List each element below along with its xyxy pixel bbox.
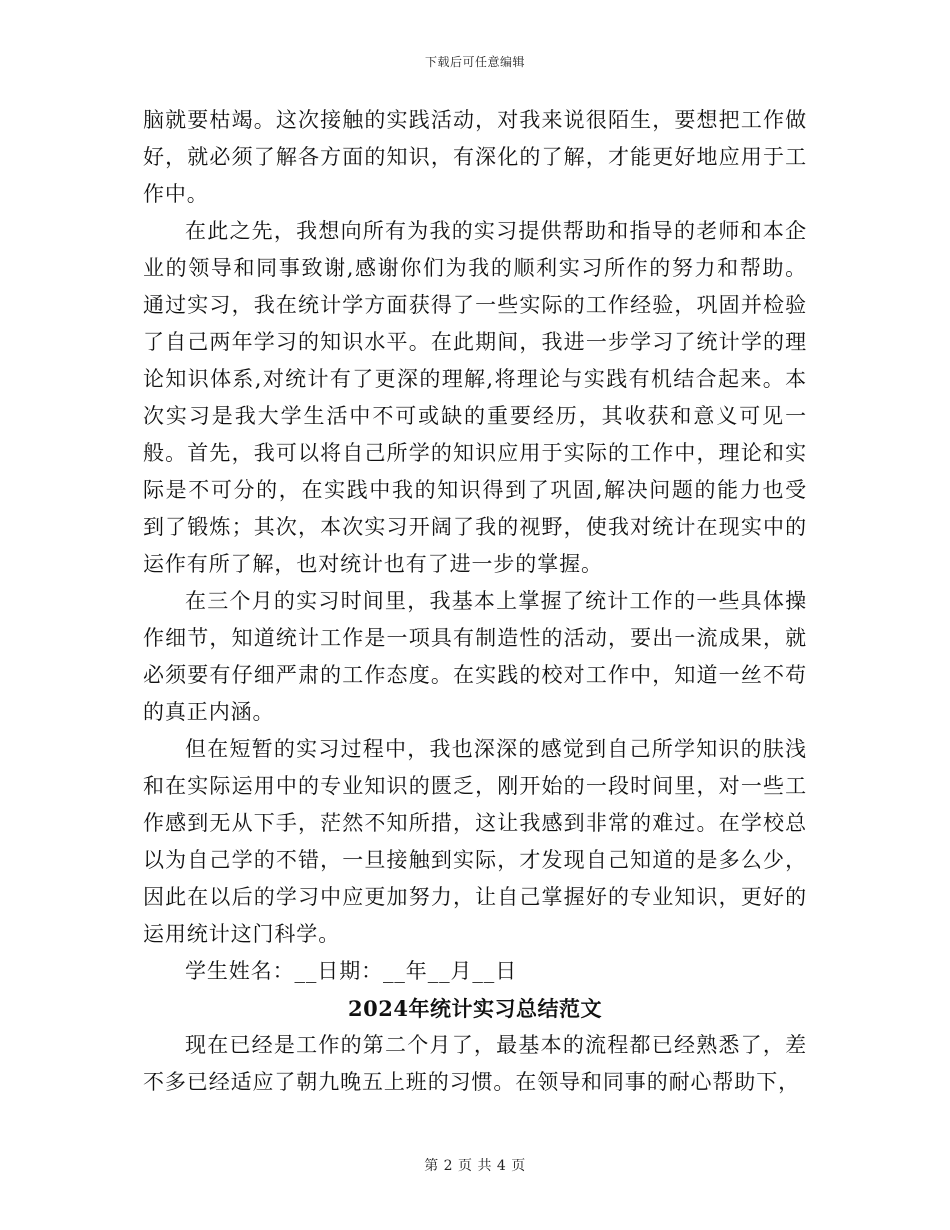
document-body [143,102,807,1101]
paragraph-reflection: 但在短暂的实习过程中，我也深深的感觉到自己所学知识的肤浅和在实际运用中的专业知识的匮乏，刚开始的一段时间里，对一些工作感到无从下手，茫然不知所措，这让我感到非常的难过。在学校总以为自己学的不错，一旦接触到实际，才发现自己知道的是多么少，因此在以后的学习中应更加努力，让自己掌握好的专业知识，更好的运用统计这门科学。 [143,737,807,946]
paragraph-continued: 脑就要枯竭。这次接触的实践活动，对我来说很陌生，要想把工作做好，就必须了解各方面的知识，有深化的了解，才能更好地应用于工作中。 [143,108,807,206]
paragraph-new-section: 现在已经是工作的第二个月了，最基本的流程都已经熟悉了，差不多已经适应了朝九晚五上班的习惯。在领导和同事的耐心帮助下， [143,1033,807,1094]
paragraph-work-details: 在三个月的实习时间里，我基本上掌握了统计工作的一些具体操作细节，知道统计工作是一项具有制造性的活动，要出一流成果，就必须要有仔细严肃的工作态度。在实践的校对工作中，知道一丝不苟的真正内涵。 [143,589,807,724]
signature-line: 学生姓名：__日期：__年__月__日 [185,959,518,983]
header-note: 下载后可任意编辑 [424,55,525,69]
paragraph-acknowledgement: 在此之先，我想向所有为我的实习提供帮助和指导的老师和本企业的领导和同事致谢,感谢你们为我的顺利实习所作的努力和帮助。通过实习，我在统计学方面获得了一些实际的工作经验，巩固并检验了自己两年学习的知识水平。在此期间，我进一步学习了统计学的理论知识体系,对统计有了更深的理解,将理论与实践有机结合起来。本次实习是我大学生活中不可或缺的重要经历，其收获和意义可见一般。首先，我可以将自己所学的知识应用于实际的工作中，理论和实际是不可分的，在实践中我的知识得到了巩固,解决问题的能力也受到了锻炼；其次，本次实习开阔了我的视野，使我对统计在现实中的运作有所了解，也对统计也有了进一步的掌握。 [143,219,807,576]
page-number: 第 2 页 共 4 页 [424,1158,526,1174]
section-title: 2024年统计实习总结范文 [348,996,602,1021]
